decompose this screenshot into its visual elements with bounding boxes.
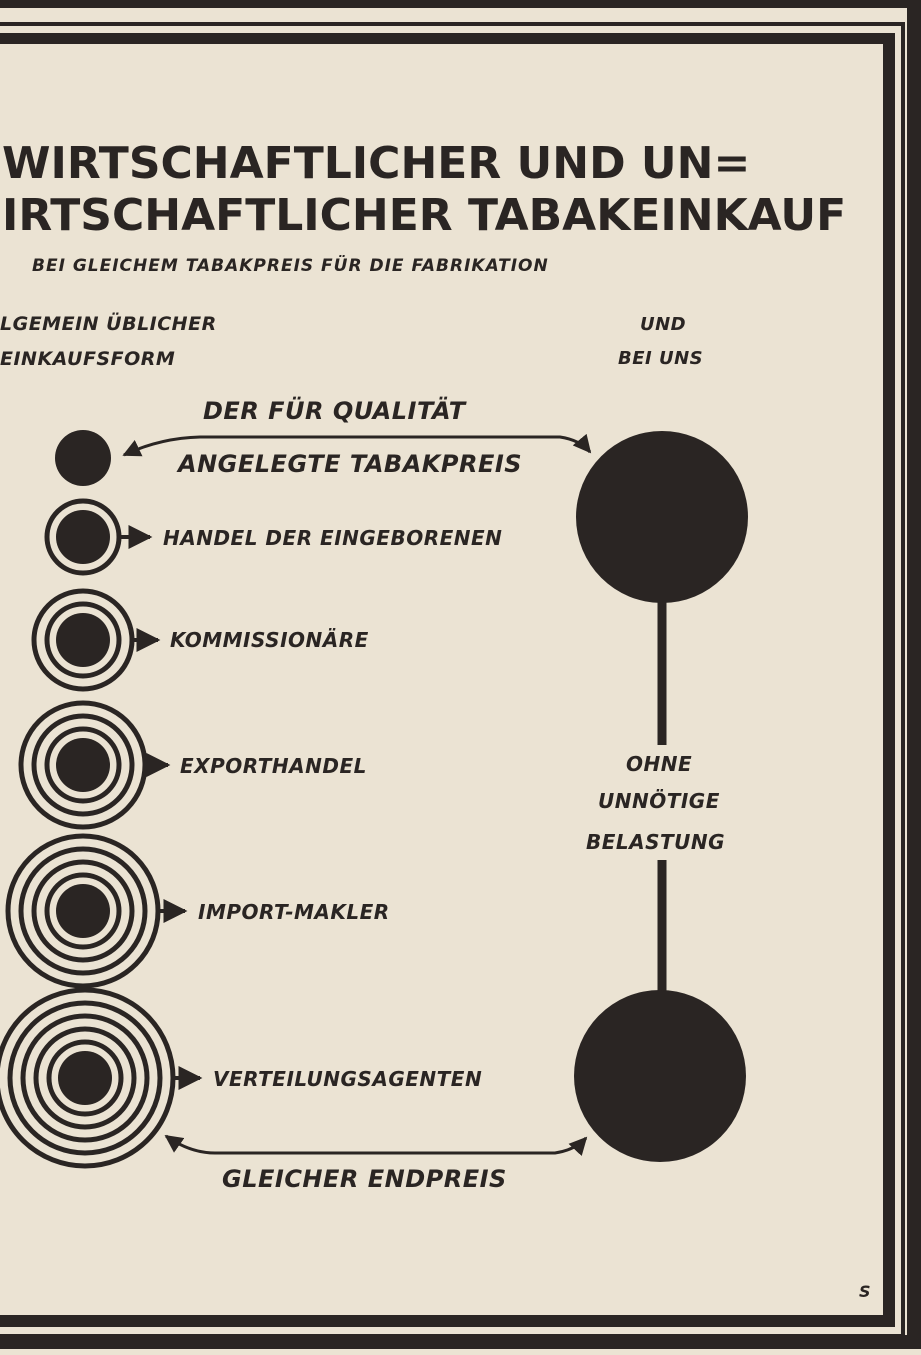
bottom-arrow-label: GLEICHER ENDPREIS <box>222 1165 507 1193</box>
stage-label-5: VERTEILUNGSAGENTEN <box>213 1067 483 1091</box>
stage-label-4: IMPORT-MAKLER <box>198 900 390 924</box>
stage-label-1: HANDEL DER EINGEBORENEN <box>163 526 503 550</box>
top-arrow-label-line-2: ANGELEGTE TABAKPREIS <box>178 450 523 478</box>
our-end-price-circle <box>574 990 746 1162</box>
top-double-arrow <box>124 437 590 455</box>
stage-2-core <box>56 613 110 667</box>
right-heading-line-2: BEI UNS <box>618 348 704 369</box>
middle-label-line-1: OHNE <box>626 752 693 776</box>
bottom-double-arrow <box>166 1136 586 1153</box>
stage-label-2: KOMMISSIONÄRE <box>170 628 369 652</box>
stage-5-core <box>58 1051 112 1105</box>
page-mark: S <box>859 1282 871 1301</box>
title-line-2: IRTSCHAFTLICHER TABAKEINKAUF <box>2 190 847 241</box>
subtitle: BEI GLEICHEM TABAKPREIS FÜR DIE FABRIKATION <box>32 256 549 276</box>
left-heading-line-1: LGEMEIN ÜBLICHER <box>0 313 217 335</box>
title-line-1: WIRTSCHAFTLICHER UND UN= <box>2 138 751 189</box>
stage-3-core <box>56 738 110 792</box>
stage-label-3: EXPORTHANDEL <box>180 754 367 778</box>
middle-label-line-2: UNNÖTIGE <box>598 789 720 813</box>
top-arrow-label-line-1: DER FÜR QUALITÄT <box>203 397 466 425</box>
middle-label-line-3: BELASTUNG <box>586 830 726 854</box>
left-heading-line-2: EINKAUFSFORM <box>0 348 176 370</box>
right-heading-line-1: UND <box>640 314 687 335</box>
our-quality-price-circle <box>576 431 748 603</box>
stage-4-core <box>56 884 110 938</box>
stage-rings-group <box>0 501 200 1166</box>
quality-price-dot <box>55 430 111 486</box>
stage-1-core <box>56 510 110 564</box>
